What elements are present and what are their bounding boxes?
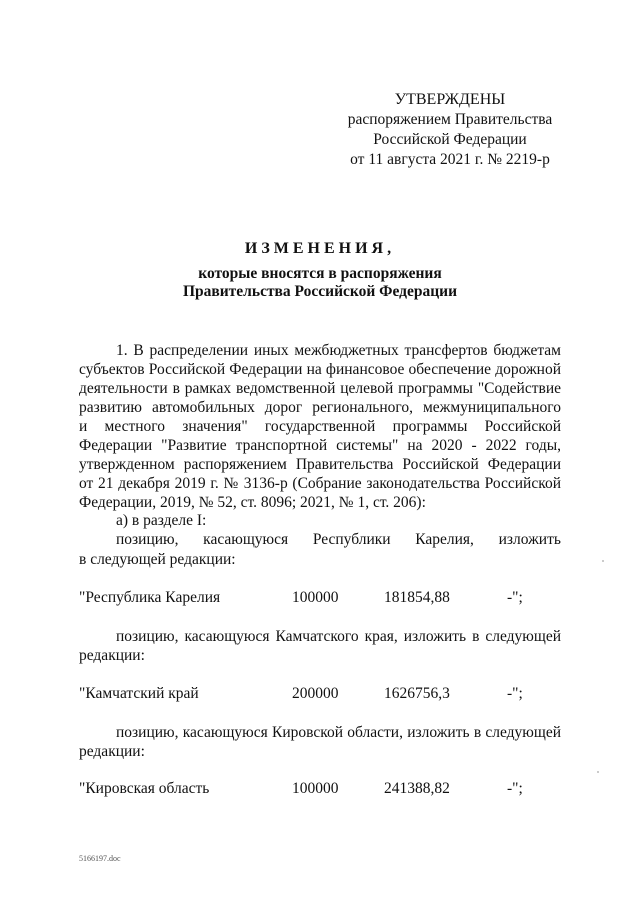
paragraph-line: утвержденном распоряжением Правительства Российской Федерации [79, 456, 561, 473]
paragraph-1 [79, 341, 561, 512]
paragraph-line: развитию автомобильных дорог регионального, межмуниципального [79, 399, 561, 416]
region-amount: 1626756,3 [384, 685, 450, 702]
subsection-a: а) в разделе I: [116, 512, 207, 529]
document-subtitle-2: Правительства Российской Федерации [182, 283, 458, 300]
table-row-kirov [0, 780, 640, 800]
approval-heading: УТВЕРЖДЕНЫ [394, 91, 506, 108]
paragraph-line: Федерации "Развитие транспортной системы" на 2020 - 2022 годы, [79, 437, 561, 454]
document-subtitle-1: которые вносятся в распоряжения [198, 265, 442, 282]
region-code: 200000 [292, 685, 339, 702]
paragraph-line: деятельности в рамках ведомственной целевой программы "Содействие [79, 380, 561, 397]
approval-line-3: от 11 августа 2021 г. № 2219-р [350, 151, 550, 168]
scan-speck [597, 771, 599, 773]
karelia-intro-word: Республики [312, 531, 391, 548]
region-code: 100000 [292, 589, 339, 606]
table-row-kamchatka [0, 685, 640, 705]
paragraph-line: и местного значения" государственной программы Российской [79, 418, 561, 435]
kamchatka-intro-end: редакции: [79, 647, 145, 664]
karelia-intro-word: изложить [498, 531, 561, 548]
region-name: "Кировская область [79, 780, 210, 797]
region-name: "Республика Карелия [79, 589, 221, 606]
paragraph-line: от 21 декабря 2019 г. № 3136-р (Собрание законодательства Российской [79, 475, 561, 492]
region-amount: 181854,88 [384, 589, 450, 606]
region-name: "Камчатский край [79, 685, 199, 702]
approval-line-1: распоряжением Правительства [347, 111, 553, 128]
kamchatka-intro: позицию, касающуюся Камчатского края, изложить в следующей [116, 628, 561, 645]
document-title: ИЗМЕНЕНИЯ, [244, 240, 396, 257]
region-dash: -"; [507, 685, 523, 702]
karelia-intro [116, 531, 561, 549]
karelia-intro-word: Карелия, [415, 531, 474, 548]
paragraph-line: Федерации, 2019, № 52, ст. 8096; 2021, № 1, ст. 206): [79, 494, 426, 511]
kirov-intro-end: редакции: [79, 743, 145, 760]
table-row-karelia [0, 589, 640, 609]
karelia-intro-word: позицию, [116, 531, 179, 548]
paragraph-line: 1. В распределении иных межбюджетных трансфертов бюджетам [116, 342, 561, 359]
region-dash: -"; [507, 780, 523, 797]
region-amount: 241388,82 [384, 780, 450, 797]
region-dash: -"; [507, 589, 523, 606]
region-code: 100000 [292, 780, 339, 797]
approval-line-2: Российской Федерации [373, 131, 527, 148]
paragraph-line: субъектов Российской Федерации на финансовое обеспечение дорожной [79, 361, 561, 378]
approval-block [330, 90, 570, 170]
karelia-intro-word: касающуюся [203, 531, 289, 548]
kirov-intro: позицию, касающуюся Кировской области, изложить в следующей [116, 724, 561, 741]
karelia-intro-end: в следующей редакции: [79, 551, 236, 568]
document-file-id: 5166197.doc [79, 854, 121, 863]
scan-speck [602, 560, 604, 562]
